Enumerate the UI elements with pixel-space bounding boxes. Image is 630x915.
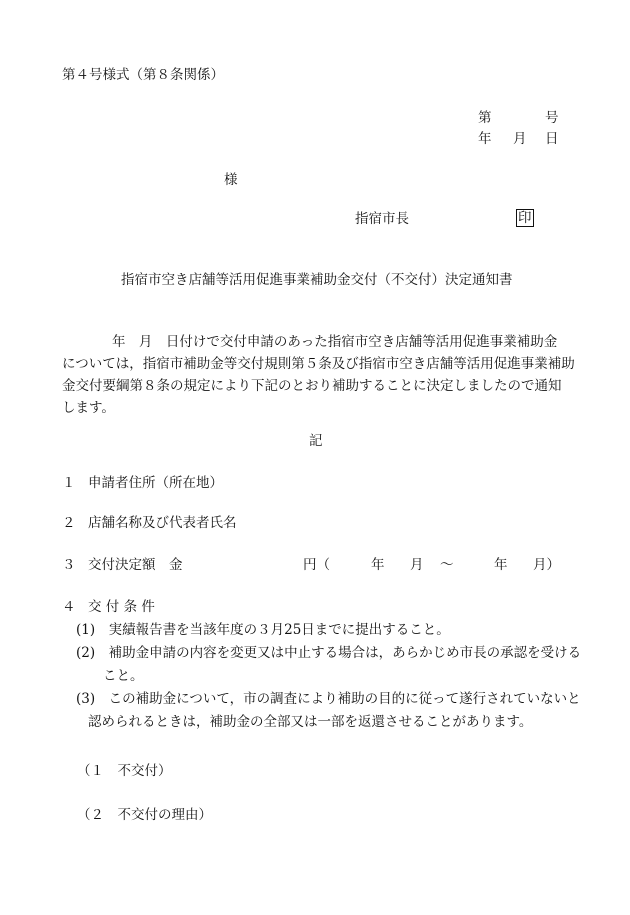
condition-3-line-2: 認められるときは，補助金の全部又は一部を返還させることがあります。 [88,714,533,730]
item-3-kin: 金 [169,557,183,573]
item-2-label: 店舗名称及び代表者氏名 [88,515,237,531]
condition-2-line-1: (2) 補助金申請の内容を変更又は中止する場合は，あらかじめ市長の承認を受ける [76,645,582,661]
item-3-yen: 円（ [303,557,330,573]
doc-number-go: 号 [545,110,559,126]
body-line-2: については，指宿市補助金等交付規則第５条及び指宿市空き店舗等活用促進事業補助 [62,356,575,372]
addressee-suffix: 様 [224,172,238,188]
item-1-label: 申請者住所（所在地） [88,475,223,491]
item-2-number: ２ [62,515,76,531]
date-month: 月 [513,131,527,147]
issuer-title: 指宿市長 [355,211,409,227]
item-4-label: 交 付 条 件 [88,599,155,615]
seal-mark: 印 [518,210,532,226]
form-label: 第４号様式（第８条関係） [62,67,224,83]
item-3-number: ３ [62,557,76,573]
condition-2-line-2: こと。 [103,668,144,684]
condition-3-line-1: (3) この補助金について，市の調査により補助の目的に従って遂行されていないと [76,691,581,707]
alt-item-1: （１ 不交付） [77,763,172,779]
body-line-4: します。 [62,400,115,416]
item-3-label: 交付決定額 [88,557,156,573]
body-line-1: 年 月 日付けで交付申請のあった指宿市空き店舗等活用促進事業補助金 [111,334,558,350]
item-3-month-1: 月 [410,557,424,573]
item-1-number: １ [62,475,76,491]
condition-1: (1) 実績報告書を当該年度の３月25日までに提出すること。 [76,622,450,638]
alt-item-2: （２ 不交付の理由） [77,807,212,823]
body-paragraph [62,331,582,419]
item-3-year-1: 年 [371,557,385,573]
item-3-month-2: 月） [533,557,560,573]
item-3-tilde: ～ [440,557,454,573]
date-day: 日 [545,131,559,147]
ki-heading: 記 [309,433,323,449]
document-title: 指宿市空き店舗等活用促進事業補助金交付（不交付）決定通知書 [121,272,513,288]
date-year: 年 [478,131,492,147]
item-4-number: ４ [62,599,76,615]
item-3-year-2: 年 [494,557,508,573]
body-line-3: 金交付要綱第８条の規定により下記のとおり補助することに決定しましたので通知 [62,378,562,394]
doc-number-dai: 第 [478,110,492,126]
